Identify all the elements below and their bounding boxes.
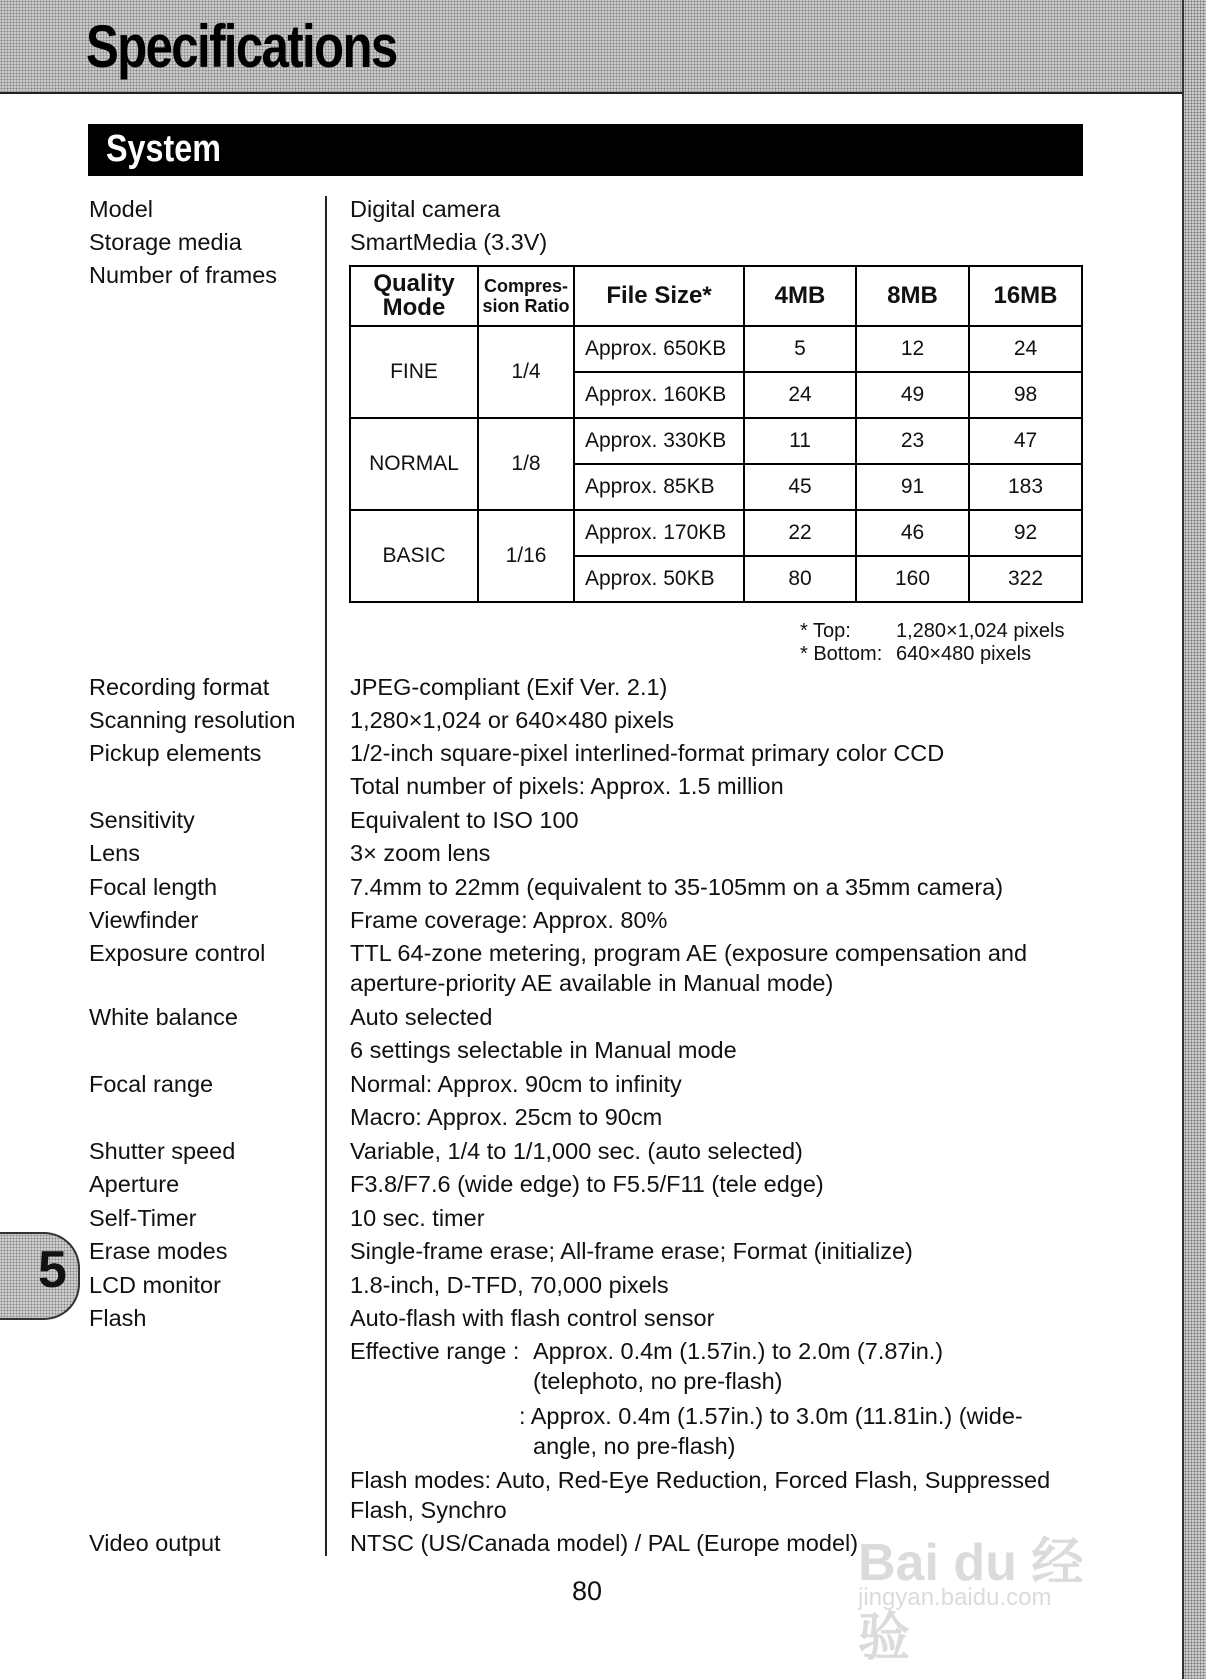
spec-label-focal-length: Focal length <box>89 874 218 900</box>
spec-value-model: Digital camera <box>350 196 501 222</box>
cell-8mb: 160 <box>856 556 969 602</box>
cell-4mb: 80 <box>744 556 856 602</box>
cell-16mb: 47 <box>969 418 1082 464</box>
spec-label-aperture: Aperture <box>89 1171 180 1197</box>
spec-label-model: Model <box>89 196 154 222</box>
column-divider <box>325 196 327 1556</box>
cell-16mb: 24 <box>969 326 1082 372</box>
spec-label-storage: Storage media <box>89 229 242 255</box>
spec-value-focal-range-2: Macro: Approx. 25cm to 90cm <box>350 1104 663 1130</box>
spec-value-flash: Auto-flash with flash control sensor <box>350 1305 715 1331</box>
spec-label-white-balance: White balance <box>89 1004 238 1030</box>
cell-4mb: 45 <box>744 464 856 510</box>
spec-value-white-balance: Auto selected <box>350 1004 493 1030</box>
watermark-url: jingyan.baidu.com <box>858 1584 1052 1611</box>
cell-16mb: 92 <box>969 510 1082 556</box>
chapter-tab <box>0 1232 80 1320</box>
cell-8mb: 49 <box>856 372 969 418</box>
header-8mb: 8MB <box>856 266 969 326</box>
cell-8mb: 23 <box>856 418 969 464</box>
header-band <box>0 0 1206 94</box>
spec-value-focal-range: Normal: Approx. 90cm to infinity <box>350 1071 682 1097</box>
spec-value-shutter: Variable, 1/4 to 1/1,000 sec. (auto selected) <box>350 1138 803 1164</box>
spec-value-pickup: 1/2-inch square-pixel interlined-format primary color CCD <box>350 740 945 766</box>
cell-ratio: 1/4 <box>478 326 574 418</box>
footnote-bottom-label: * Bottom: <box>800 643 883 665</box>
header-16mb: 16MB <box>969 266 1082 326</box>
spec-value-sensitivity: Equivalent to ISO 100 <box>350 807 579 833</box>
spec-label-frames: Number of frames <box>89 262 278 288</box>
spec-label-pickup: Pickup elements <box>89 740 262 766</box>
header-size: File Size* <box>574 266 744 326</box>
spec-label-exposure: Exposure control <box>89 940 266 966</box>
section-title: System <box>106 128 221 170</box>
spec-label-self-timer: Self-Timer <box>89 1205 197 1231</box>
cell-4mb: 24 <box>744 372 856 418</box>
cell-size: Approx. 650KB <box>574 326 744 372</box>
spec-value-lens: 3× zoom lens <box>350 840 491 866</box>
spec-value-storage: SmartMedia (3.3V) <box>350 229 548 255</box>
cell-size: Approx. 160KB <box>574 372 744 418</box>
cell-size: Approx. 170KB <box>574 510 744 556</box>
table-row <box>350 418 1082 464</box>
page-edge <box>1182 0 1206 1679</box>
watermark-logo: Bai du 经验 <box>858 1534 1084 1667</box>
header-ratio-l2: sion Ratio <box>482 296 570 316</box>
header-quality <box>350 266 478 326</box>
cell-8mb: 91 <box>856 464 969 510</box>
spec-value-erase: Single-frame erase; All-frame erase; Format (initialize) <box>350 1238 913 1264</box>
cell-4mb: 11 <box>744 418 856 464</box>
footnote-top-label: * Top: <box>800 620 851 642</box>
cell-16mb: 98 <box>969 372 1082 418</box>
cell-mode: FINE <box>350 326 478 418</box>
header-quality-l1: Quality <box>373 270 455 297</box>
cell-mode: BASIC <box>350 510 478 602</box>
cell-mode: NORMAL <box>350 418 478 510</box>
spec-value-self-timer: 10 sec. timer <box>350 1205 485 1231</box>
spec-value-lcd: 1.8-inch, D-TFD, 70,000 pixels <box>350 1272 669 1298</box>
cell-8mb: 12 <box>856 326 969 372</box>
flash-modes-2: Flash, Synchro <box>350 1497 507 1523</box>
spec-label-scanning: Scanning resolution <box>89 707 296 733</box>
watermark <box>848 1520 1118 1667</box>
spec-label-focal-range: Focal range <box>89 1071 214 1097</box>
spec-value-focal-length: 7.4mm to 22mm (equivalent to 35-105mm on a 35mm camera) <box>350 874 1004 900</box>
table-row <box>350 510 1082 556</box>
spec-label-viewfinder: Viewfinder <box>89 907 199 933</box>
spec-label-shutter: Shutter speed <box>89 1138 236 1164</box>
flash-range-label: Effective range : <box>350 1338 520 1364</box>
spec-label-lens: Lens <box>89 840 140 866</box>
footnote-top <box>800 620 1065 643</box>
chapter-number: 5 <box>38 1241 67 1299</box>
flash-modes: Flash modes: Auto, Red-Eye Reduction, Forced Flash, Suppressed <box>350 1467 1051 1493</box>
spec-value-white-balance-2: 6 settings selectable in Manual mode <box>350 1037 737 1063</box>
cell-4mb: 22 <box>744 510 856 556</box>
spec-value-aperture: F3.8/F7.6 (wide edge) to F5.5/F11 (tele edge) <box>350 1171 824 1197</box>
spec-value-pickup-2: Total number of pixels: Approx. 1.5 million <box>350 773 784 799</box>
cell-8mb: 46 <box>856 510 969 556</box>
table-row <box>350 326 1082 372</box>
flash-range-2b: angle, no pre-flash) <box>533 1433 736 1459</box>
spec-label-erase: Erase modes <box>89 1238 228 1264</box>
spec-label-flash: Flash <box>89 1305 147 1331</box>
flash-range-2: : Approx. 0.4m (1.57in.) to 3.0m (11.81in.) (wide- <box>519 1403 1023 1429</box>
spec-label-lcd: LCD monitor <box>89 1272 221 1298</box>
spec-label-video: Video output <box>89 1530 221 1556</box>
cell-16mb: 322 <box>969 556 1082 602</box>
page-title: Specifications <box>86 13 397 80</box>
spec-value-exposure: TTL 64-zone metering, program AE (exposure compensation and <box>350 940 1028 966</box>
header-ratio <box>478 266 574 326</box>
spec-value-recording: JPEG-compliant (Exif Ver. 2.1) <box>350 674 668 700</box>
frames-table <box>349 265 1083 603</box>
cell-ratio: 1/8 <box>478 418 574 510</box>
header-quality-l2: Mode <box>382 294 446 321</box>
spec-value-video: NTSC (US/Canada model) / PAL (Europe model) <box>350 1530 859 1556</box>
table-header-row <box>350 266 1082 326</box>
cell-size: Approx. 85KB <box>574 464 744 510</box>
footnote-bottom-value: 640×480 pixels <box>896 643 1032 665</box>
cell-ratio: 1/16 <box>478 510 574 602</box>
flash-range-1: Approx. 0.4m (1.57in.) to 2.0m (7.87in.) <box>533 1338 944 1364</box>
spec-value-exposure-2: aperture-priority AE available in Manual mode) <box>350 970 834 996</box>
section-bar <box>88 124 1083 176</box>
spec-value-viewfinder: Frame coverage: Approx. 80% <box>350 907 668 933</box>
spec-value-scanning: 1,280×1,024 or 640×480 pixels <box>350 707 675 733</box>
cell-size: Approx. 330KB <box>574 418 744 464</box>
cell-size: Approx. 50KB <box>574 556 744 602</box>
flash-range-1b: (telephoto, no pre-flash) <box>533 1368 783 1394</box>
header-ratio-l1: Compres- <box>483 276 568 296</box>
footnote-top-value: 1,280×1,024 pixels <box>896 620 1065 642</box>
header-4mb: 4MB <box>744 266 856 326</box>
page-number: 80 <box>572 1576 603 1606</box>
footnote-bottom <box>800 643 1032 666</box>
cell-4mb: 5 <box>744 326 856 372</box>
cell-16mb: 183 <box>969 464 1082 510</box>
spec-label-sensitivity: Sensitivity <box>89 807 195 833</box>
spec-label-recording: Recording format <box>89 674 270 700</box>
